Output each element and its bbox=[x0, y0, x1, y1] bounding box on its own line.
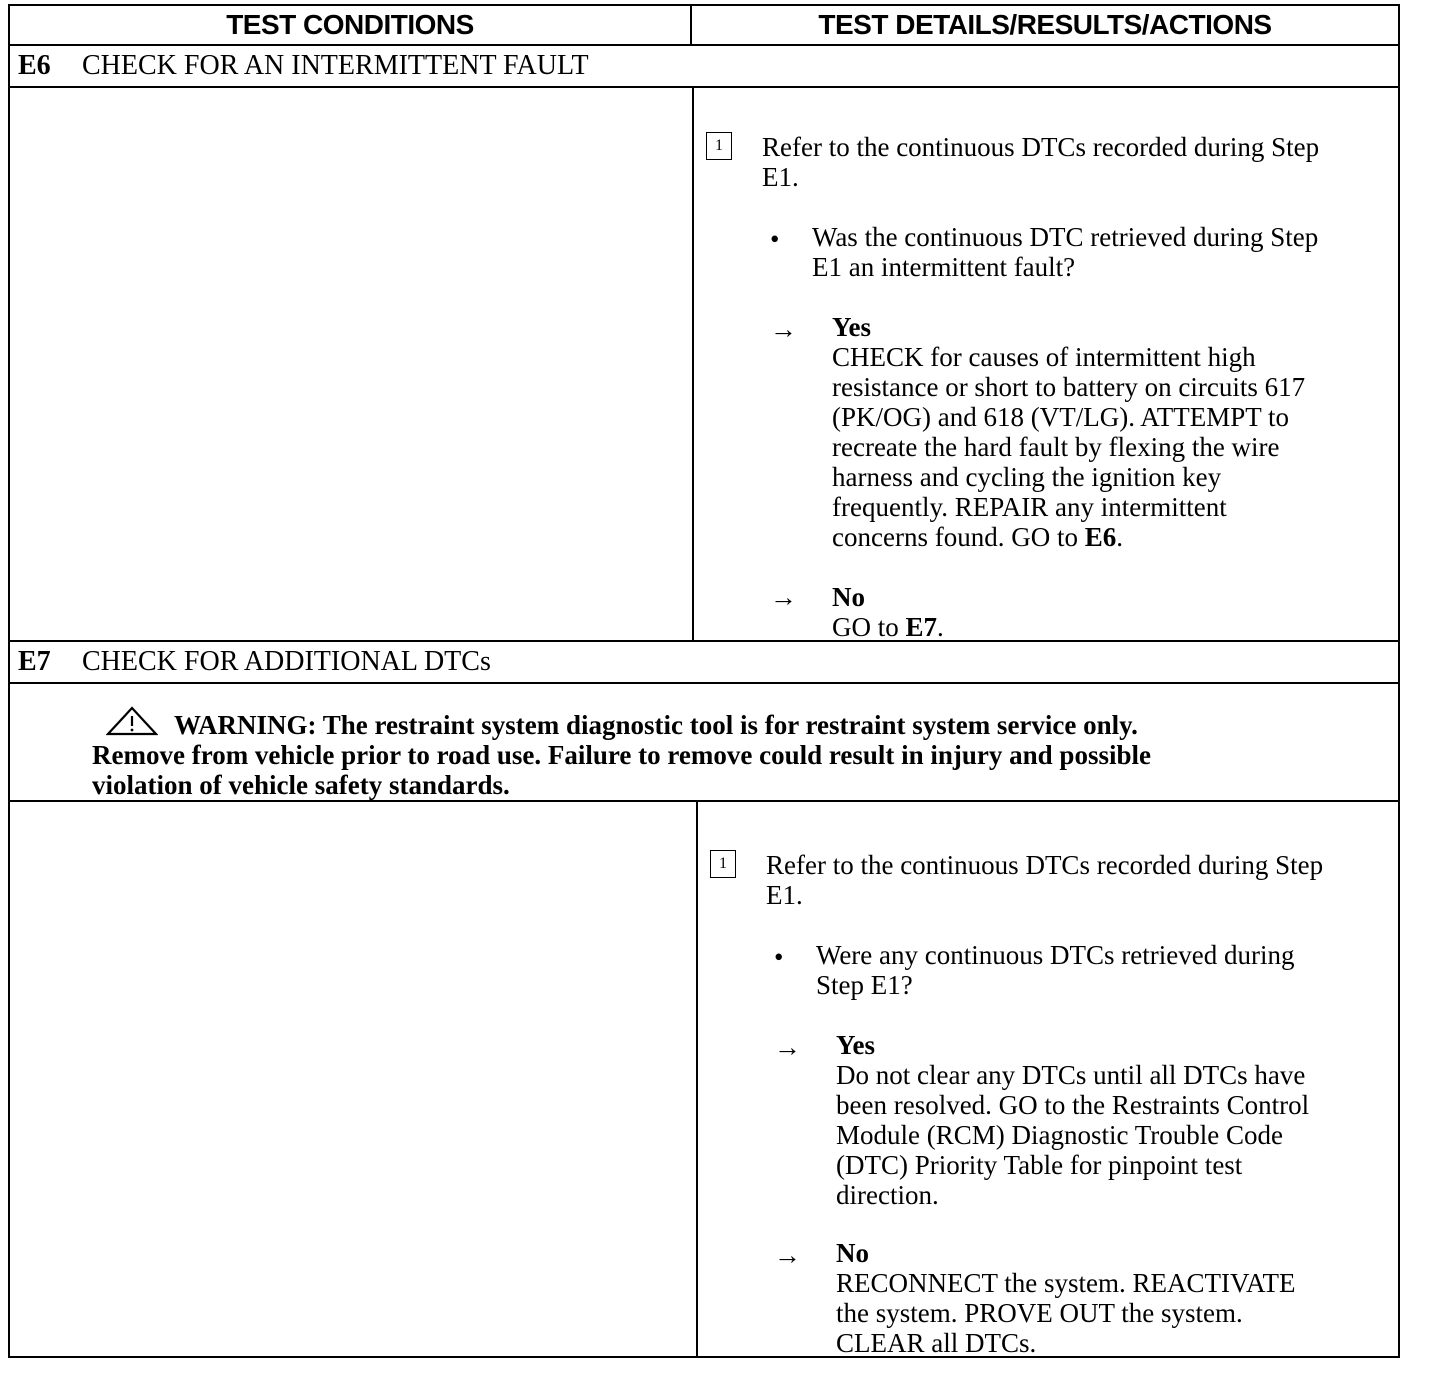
e6-yes-line-3: (PK/OG) and 618 (VT/LG). ATTEMPT to bbox=[832, 402, 1289, 432]
step-title-e7: CHECK FOR ADDITIONAL DTCs bbox=[82, 646, 491, 677]
e6-yes-label: Yes bbox=[832, 312, 871, 342]
e6-yes-last-suffix: . bbox=[1116, 522, 1123, 552]
e6-yes-line-7 bbox=[832, 522, 1123, 552]
e6-test-details-cell bbox=[694, 88, 1398, 640]
e7-test-conditions-cell bbox=[10, 802, 698, 1356]
e7-question-line1: Were any continuous DTCs retrieved during bbox=[816, 940, 1295, 970]
table-header bbox=[8, 4, 1400, 46]
e6-yes-line-5: harness and cycling the ignition key bbox=[832, 462, 1222, 492]
warning-triangle-icon bbox=[106, 706, 158, 736]
header-test-details: TEST DETAILS/RESULTS/ACTIONS bbox=[818, 9, 1272, 40]
e7-yes-label: Yes bbox=[836, 1030, 875, 1060]
e7-yes-line-2: been resolved. GO to the Restraints Control bbox=[836, 1090, 1310, 1120]
warning-text-rest bbox=[92, 740, 1352, 800]
e7-no-line-1: RECONNECT the system. REACTIVATE bbox=[836, 1268, 1296, 1298]
step-e7-body bbox=[8, 800, 1400, 1358]
e6-no-line bbox=[832, 612, 944, 642]
e6-no-label: No bbox=[832, 582, 865, 612]
e7-yes-line-1: Do not clear any DTCs until all DTCs have bbox=[836, 1060, 1306, 1090]
header-test-conditions: TEST CONDITIONS bbox=[10, 6, 692, 44]
e6-question-line1: Was the continuous DTC retrieved during Step bbox=[812, 222, 1319, 252]
e7-no-label: No bbox=[836, 1238, 869, 1268]
step-number-box: 1 bbox=[710, 850, 736, 878]
e7-yes-line-4: (DTC) Priority Table for pinpoint test bbox=[836, 1150, 1243, 1180]
warning-text-line2: Remove from vehicle prior to road use. Failure to remove could result in injury and possible bbox=[92, 740, 1151, 770]
e6-no-prefix: GO to bbox=[832, 612, 906, 642]
step-e6-title-row bbox=[8, 44, 1400, 88]
e6-test-conditions-cell bbox=[10, 88, 694, 640]
e6-yes-line-4: recreate the hard fault by flexing the wire bbox=[832, 432, 1280, 462]
e7-test-details-cell bbox=[698, 802, 1398, 1356]
e7-question-line2: Step E1? bbox=[816, 970, 913, 1000]
warning-text-line3: violation of vehicle safety standards. bbox=[92, 770, 510, 800]
e6-yes-last-prefix: concerns found. GO to bbox=[832, 522, 1085, 552]
e6-step-text-line2: E1. bbox=[762, 162, 799, 192]
step-number-box: 1 bbox=[706, 132, 732, 160]
diagnostic-table bbox=[8, 4, 1400, 1358]
step-e7-title-row bbox=[8, 640, 1400, 684]
arrow-right-icon: → bbox=[770, 314, 797, 344]
e7-yes-line-3: Module (RCM) Diagnostic Trouble Code bbox=[836, 1120, 1284, 1150]
step-e6-body bbox=[8, 86, 1400, 642]
e6-yes-line-6: frequently. REPAIR any intermittent bbox=[832, 492, 1227, 522]
e7-step-text-line1: Refer to the continuous DTCs recorded during Step bbox=[766, 850, 1324, 880]
step-title-e6: CHECK FOR AN INTERMITTENT FAULT bbox=[82, 50, 589, 81]
e6-no-suffix: . bbox=[937, 612, 944, 642]
warning-text-line1: WARNING: The restraint system diagnostic tool is for restraint system service only. bbox=[174, 710, 1138, 740]
arrow-right-icon: → bbox=[774, 1240, 801, 1270]
e6-question-line2: E1 an intermittent fault? bbox=[812, 252, 1076, 282]
warning-row bbox=[8, 682, 1400, 802]
e7-yes-line-5: direction. bbox=[836, 1180, 939, 1210]
e6-step-text-line1: Refer to the continuous DTCs recorded during Step bbox=[762, 132, 1320, 162]
e7-no-line-3: CLEAR all DTCs. bbox=[836, 1328, 1037, 1358]
e6-yes-line-1: CHECK for causes of intermittent high bbox=[832, 342, 1256, 372]
step-code-e6: E6 bbox=[18, 50, 51, 81]
e6-yes-line-2: resistance or short to battery on circuits 617 bbox=[832, 372, 1306, 402]
e7-no-line-2: the system. PROVE OUT the system. bbox=[836, 1298, 1243, 1328]
step-code-e7: E7 bbox=[18, 646, 51, 677]
bullet-icon: • bbox=[774, 942, 784, 972]
e7-step-text-line2: E1. bbox=[766, 880, 803, 910]
arrow-right-icon: → bbox=[774, 1032, 801, 1062]
e6-yes-ref-link: E6 bbox=[1084, 522, 1117, 552]
bullet-icon: • bbox=[770, 224, 780, 254]
e6-no-ref-link: E7 bbox=[905, 612, 938, 642]
arrow-right-icon: → bbox=[770, 582, 797, 612]
